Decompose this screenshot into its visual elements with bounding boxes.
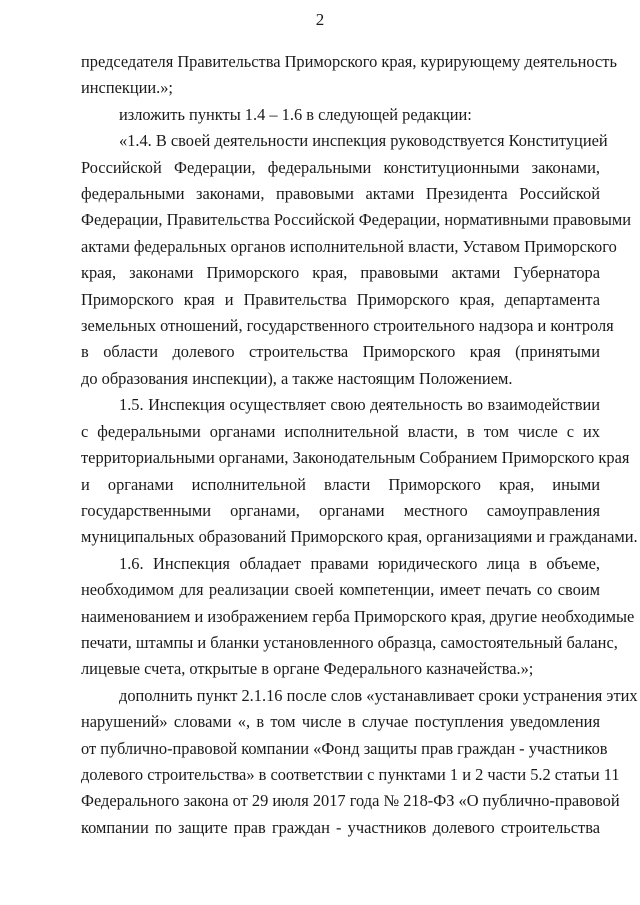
text-line: компании по защите прав граждан - участников долевого строительства (81, 817, 600, 837)
text-line: дополнить пункт 2.1.16 после слов «устанавливает сроки устранения этих (119, 685, 638, 705)
paragraph-clause-1-4 (81, 128, 632, 392)
text-line: печати, штампы и бланки установленного образца, самостоятельный баланс, (81, 632, 618, 652)
text-line: земельных отношений, государственного строительного надзора и контроля (81, 316, 614, 336)
text-line: и органами исполнительной власти Приморского края, иными (81, 474, 600, 494)
text-line: долевого строительства» в соответствии с пунктами 1 и 2 части 5.2 статьи 11 (81, 764, 620, 784)
paragraph-supplement-2-1-16 (81, 683, 638, 841)
text-line: «1.4. В своей деятельности инспекция руководствуется Конституцией (119, 131, 608, 151)
text-line: Российской Федерации, федеральными конституционными законами, (81, 157, 600, 177)
text-line: актами федеральных органов исполнительной власти, Уставом Приморского (81, 236, 617, 256)
text-line: федеральными законами, правовыми актами Президента Российской (81, 184, 600, 204)
text-line: лицевые счета, открытые в органе Федерального казначейства.»; (81, 659, 534, 679)
paragraph-instruction (81, 102, 600, 128)
text-line: изложить пункты 1.4 – 1.6 в следующей редакции: (119, 104, 472, 124)
text-line: 1.6. Инспекция обладает правами юридического лица в объеме, (119, 553, 600, 573)
text-line: инспекции.»; (81, 78, 173, 98)
text-line: необходимом для реализации своей компетенции, имеет печать со своим (81, 580, 600, 600)
text-line: 1.5. Инспекция осуществляет свою деятельность во взаимодействии (119, 395, 600, 415)
text-line: края, законами Приморского края, правовыми актами Губернатора (81, 263, 600, 283)
text-line: от публично-правовой компании «Фонд защиты прав граждан - участников (81, 738, 608, 758)
text-line: Федерации, Правительства Российской Федерации, нормативными правовыми (81, 210, 632, 230)
text-line: до образования инспекции), а также настоящим Положением. (81, 368, 513, 388)
page-number: 2 (315, 10, 325, 29)
text-line: председателя Правительства Приморского края, курирующему деятельность (81, 52, 617, 71)
text-line: нарушений» словами «, в том числе в случае поступления уведомления (81, 712, 600, 732)
document-body (81, 49, 638, 841)
text-line: Федерального закона от 29 июля 2017 года № 218-ФЗ «О публично-правовой (81, 791, 620, 811)
text-line: государственными органами, органами местного самоуправления (81, 500, 600, 520)
paragraph-clause-1-5 (81, 392, 638, 550)
text-line: с федеральными органами исполнительной власти, в том числе с их (81, 421, 600, 441)
text-line: наименованием и изображением герба Приморского края, другие необходимые (81, 606, 635, 626)
paragraph-continuation (81, 49, 617, 102)
paragraph-clause-1-6 (81, 551, 635, 683)
text-line: муниципальных образований Приморского края, организациями и гражданами. (81, 527, 638, 547)
text-line: территориальными органами, Законодательным Собранием Приморского края (81, 448, 630, 468)
text-line: Приморского края и Правительства Приморского края, департамента (81, 289, 600, 309)
text-line: в области долевого строительства Приморского края (принятыми (81, 342, 600, 362)
